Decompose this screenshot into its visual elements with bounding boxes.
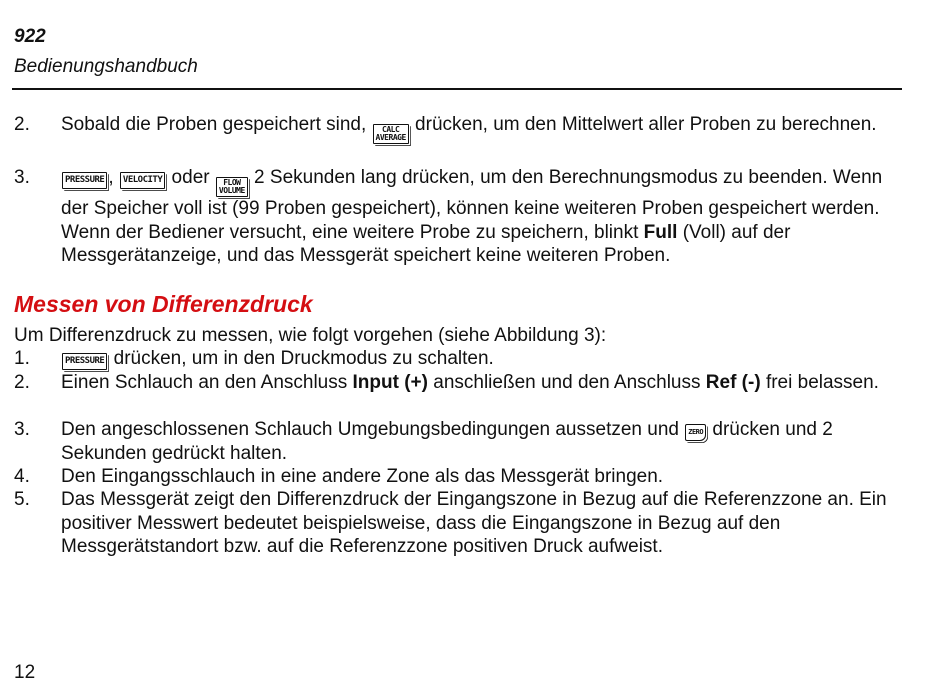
pressure-key-icon: PRESSURE	[62, 353, 107, 370]
header-rule	[12, 88, 902, 90]
list-number: 2.	[14, 372, 30, 393]
list-number: 2.	[14, 114, 30, 135]
list-text: PRESSURE drücken, um in den Druckmodus zu schalten.	[61, 347, 894, 371]
list-item	[14, 465, 894, 489]
page-number: 12	[14, 662, 36, 683]
list-number: 1.	[14, 348, 30, 369]
pressure-key-icon: PRESSURE	[62, 172, 107, 189]
header-title: Bedienungshandbuch	[14, 56, 198, 77]
list-text: Den Eingangsschlauch in eine andere Zone als das Messgerät bringen.	[61, 466, 664, 487]
list-text: PRESSURE , VELOCITY oder FLOW VOLUME 2 Sekunden lang drücken, um den Berechnungsmodus zu beenden. Wenn der Speicher voll ist (99 Proben gespeichert), können keine weiteren Proben gespeichert werden. Wenn der Bediener versucht, eine weitere Probe zu speichern, blinkt Full (Voll) auf der Messgerätanzeige, und das Messgerät speichert keine weiteren Proben.	[61, 167, 883, 266]
list-number: 3.	[14, 419, 30, 440]
velocity-key-icon: VELOCITY	[120, 172, 165, 189]
list-number: 3.	[14, 167, 30, 188]
header-model: 922	[14, 26, 46, 47]
ref-port-label: Ref (-)	[705, 372, 761, 393]
list-text: Sobald die Proben gespeichert sind, CALC AVERAGE drücken, um den Mittelwert aller Proben zu berechnen.	[61, 114, 877, 142]
zero-key-icon: ZERO	[685, 424, 706, 441]
list-text: Den angeschlossenen Schlauch Umgebungsbedingungen aussetzen und ZERO drücken und 2 Sekunden gedrückt halten.	[61, 419, 833, 464]
list-number: 4.	[14, 466, 30, 487]
list-item	[14, 166, 894, 268]
full-label: Full	[643, 221, 678, 243]
list-text: Das Messgerät zeigt den Differenzdruck der Eingangszone in Bezug auf die Referenzzone an. Ein positiver Messwert bedeutet beispielsweise, dass die Eingangszone in Bezug auf den Messgerätstandort bzw. auf die Referenzzone positiven Druck aufweist.	[61, 489, 887, 557]
list-item	[14, 371, 894, 395]
calc-average-key-icon: CALC AVERAGE	[373, 124, 409, 144]
list-number: 5.	[14, 489, 30, 510]
list-item	[14, 347, 894, 371]
section-intro: Um Differenzdruck zu messen, wie folgt vorgehen (siehe Abbildung 3):	[14, 325, 607, 346]
section-heading: Messen von Differenzdruck	[14, 291, 313, 317]
list-item	[14, 488, 894, 559]
input-port-label: Input (+)	[352, 372, 428, 393]
flow-volume-key-icon: FLOW VOLUME	[216, 177, 248, 197]
list-item	[14, 113, 894, 144]
list-text: Einen Schlauch an den Anschluss Input (+) anschließen und den Anschluss Ref (-) frei belassen.	[61, 372, 879, 393]
list-item	[14, 418, 894, 465]
